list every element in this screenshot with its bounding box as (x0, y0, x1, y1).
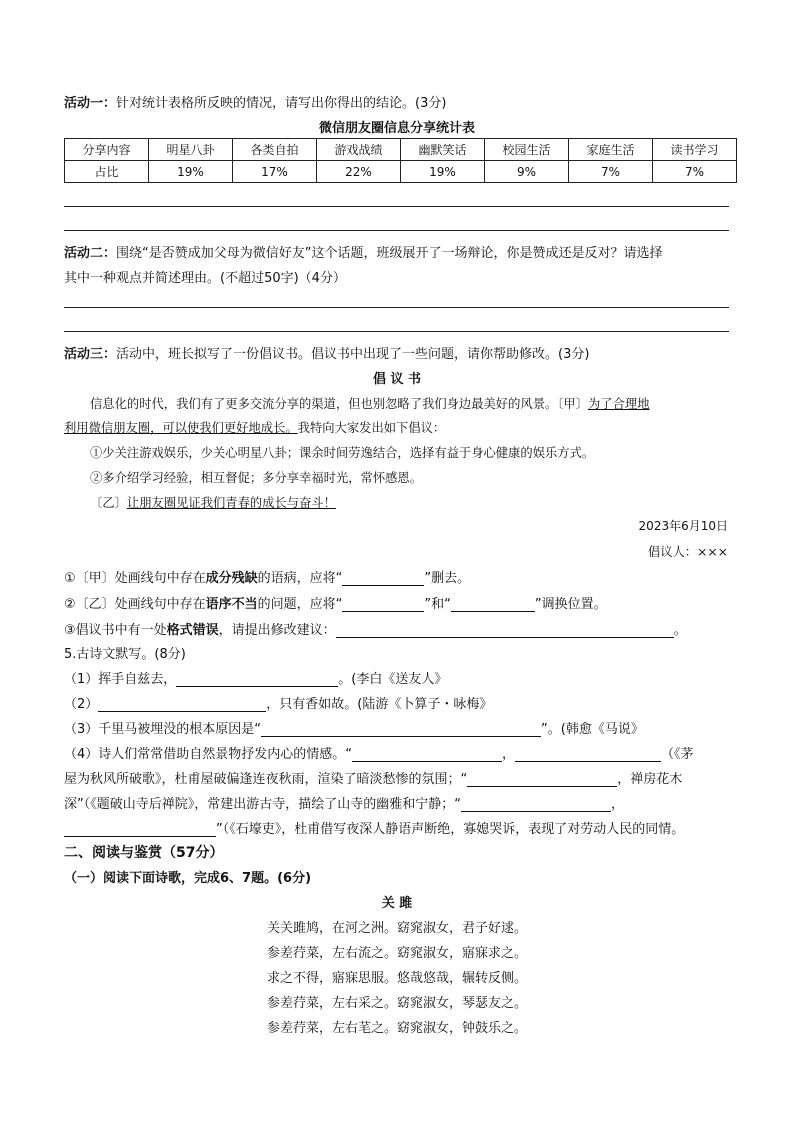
q-text: ②〔乙〕处画线句中存在 (64, 597, 206, 612)
table-row (65, 161, 737, 183)
activity3-text: 活动中，班长拟写了一份倡议书。倡议书中出现了一些问题，请你帮助修改。(3分) (116, 347, 590, 362)
question-1 (64, 567, 470, 586)
table-header-cell: 游戏战绩 (317, 139, 401, 161)
section2-title: 二、阅读与鉴赏（57分） (64, 845, 224, 861)
q-text: ，请提出修改建议： (218, 623, 336, 638)
letter-text: 信息化的时代，我们有了更多交流分享的渠道，但也别忽略了我们身边最美好的风景。〔甲〕 (90, 397, 589, 411)
table-header-cell: 幽默笑话 (401, 139, 485, 161)
stats-table (64, 138, 737, 183)
q5-line7 (64, 818, 684, 837)
activity2-label: 活动二： (64, 246, 117, 261)
q-text: ”和“ (424, 597, 451, 612)
q-text: ，禅房花木 (617, 772, 683, 787)
q-text: 。 (673, 623, 687, 638)
table-header-cell: 各类自拍 (233, 139, 317, 161)
q-text: ”删去。 (424, 571, 471, 586)
q-text: ，只有香如故。(陆游《卜算子・咏梅》 (266, 697, 493, 712)
table-header-cell: 读书学习 (653, 139, 737, 161)
q-text: ”（《石壕吏》，杜甫借写夜深人静语声断绝，寡媳哭诉，表现了对劳动人民的同情。 (216, 822, 685, 837)
table-title: 微信朋友圈信息分享统计表 (318, 121, 475, 136)
q-text: 的问题，应将“ (257, 597, 343, 612)
q5-line3 (64, 718, 644, 737)
answer-blank[interactable] (64, 822, 216, 837)
table-cell: 占比 (65, 161, 149, 183)
answer-line[interactable] (64, 206, 729, 207)
table-header-cell: 校园生活 (485, 139, 569, 161)
table-cell: 19% (401, 161, 485, 183)
answer-blank[interactable] (342, 571, 424, 586)
answer-line[interactable] (64, 331, 729, 332)
q-text: （3）千里马被埋没的根本原因是“ (64, 722, 262, 737)
poem-line: 关关雎鸠，在河之洲。窈窕淑女，君子好逑。 (266, 921, 527, 936)
table-cell: 7% (569, 161, 653, 183)
answer-blank[interactable] (98, 697, 266, 712)
poem-line: 求之不得，寤寐思服。悠哉悠哉，辗转反侧。 (266, 971, 527, 986)
q-text: ①〔甲〕处画线句中存在 (64, 571, 206, 586)
letter-signer: 倡议人：××× (647, 545, 728, 559)
answer-blank[interactable] (451, 597, 535, 612)
poem-line: 参差荇菜，左右采之。窈窕淑女，琴瑟友之。 (266, 996, 527, 1011)
activity1 (64, 92, 446, 111)
answer-line[interactable] (64, 230, 729, 231)
activity3 (64, 343, 589, 362)
q-text: 。(李白《送友人》 (338, 672, 448, 687)
question-2 (64, 593, 607, 612)
answer-blank[interactable] (261, 722, 541, 737)
q5-line2 (64, 693, 492, 712)
answer-blank[interactable] (342, 597, 424, 612)
letter-item3 (90, 493, 336, 511)
poem-line: 参差荇菜，左右芼之。窈窕淑女，钟鼓乐之。 (266, 1021, 527, 1036)
yi-mark: 〔乙〕 (90, 496, 127, 510)
q-keyword: 语序不当 (205, 597, 258, 612)
table-cell: 17% (233, 161, 317, 183)
answer-blank[interactable] (515, 747, 661, 762)
q-text: （4）诗人们常常借助自然景物抒发内心的情感。“ (64, 747, 353, 762)
q5-line1 (64, 668, 447, 687)
q-text: ”。(韩愈《马说》 (541, 722, 644, 737)
q-text: （《茅 (661, 747, 694, 762)
answer-blank[interactable] (352, 747, 502, 762)
table-header-cell: 分享内容 (65, 139, 149, 161)
q-text: （2） (64, 697, 99, 712)
q-text: 的语病，应将“ (257, 571, 343, 586)
letter-title: 倡 议 书 (372, 372, 422, 387)
table-cell: 7% (653, 161, 737, 183)
answer-blank[interactable] (461, 797, 611, 812)
letter-item2: ②多介绍学习经验，相互督促；多分享幸福时光，常怀感恩。 (90, 471, 423, 485)
q-text: ， (610, 797, 624, 812)
question-3 (64, 619, 687, 638)
letter-date: 2023年6月10日 (638, 519, 728, 533)
q5-line5 (64, 768, 682, 787)
poem-title: 关 雎 (381, 896, 413, 911)
underlined-sentence-yi: 让朋友圈见证我们青春的成长与奋斗！ (126, 496, 336, 510)
activity2-text: 围绕“是否赞成加父母为微信好友”这个话题，班级展开了一场辩论，你是赞成还是反对？请选择 (116, 246, 663, 261)
q-text: ”调换位置。 (534, 597, 607, 612)
underlined-sentence-jia: 为了合理地 (588, 397, 650, 411)
activity3-label: 活动三： (64, 347, 117, 362)
answer-blank[interactable] (467, 772, 617, 787)
answer-line[interactable] (64, 307, 729, 308)
poem-line: 参差荇菜，左右流之。窈窕淑女，寤寐求之。 (266, 946, 527, 961)
activity1-label: 活动一： (64, 96, 117, 111)
q-keyword: 成分残缺 (205, 571, 258, 586)
underlined-sentence-jia: 利用微信朋友圈，可以使我们更好地成长。 (64, 421, 298, 435)
q5-title: 5.古诗文默写。(8分) (64, 647, 186, 662)
q5-line4 (64, 743, 694, 762)
table-header-cell: 家庭生活 (569, 139, 653, 161)
table-header-row (65, 139, 737, 161)
letter-p1-line1 (90, 394, 650, 412)
q-text: ③倡议书中有一处 (64, 623, 167, 638)
q-text: 深”（《题破山寺后禅院》，常建出游古寺，描绘了山寺的幽雅和宁静；“ (64, 797, 461, 812)
letter-p1-line2 (64, 418, 445, 436)
q-keyword: 格式错误 (166, 623, 219, 638)
answer-blank[interactable] (336, 623, 674, 638)
table-cell: 19% (149, 161, 233, 183)
q5-line6 (64, 793, 624, 812)
section2-subtitle: （一）阅读下面诗歌，完成6、7题。(6分) (64, 871, 312, 886)
q-text: 屋为秋风所破歌》，杜甫屋破偏逢连夜秋雨，渲染了暗淡愁惨的氛围；“ (64, 772, 468, 787)
activity2-line1 (64, 242, 663, 261)
answer-blank[interactable] (176, 672, 338, 687)
letter-item1: ①少关注游戏娱乐，少关心明星八卦；课余时间劳逸结合，选择有益于身心健康的娱乐方式。 (90, 446, 595, 460)
q-text: ， (502, 747, 516, 762)
activity2-line2: 其中一种观点并简述理由。(不超过50字)（4分） (64, 271, 346, 286)
table-cell: 22% (317, 161, 401, 183)
activity1-text: 针对统计表格所反映的情况，请写出你得出的结论。(3分) (116, 96, 447, 111)
table-header-cell: 明星八卦 (149, 139, 233, 161)
letter-text: 我特向大家发出如下倡议： (297, 421, 446, 435)
table-cell: 9% (485, 161, 569, 183)
q-text: （1）挥手自兹去， (64, 672, 177, 687)
